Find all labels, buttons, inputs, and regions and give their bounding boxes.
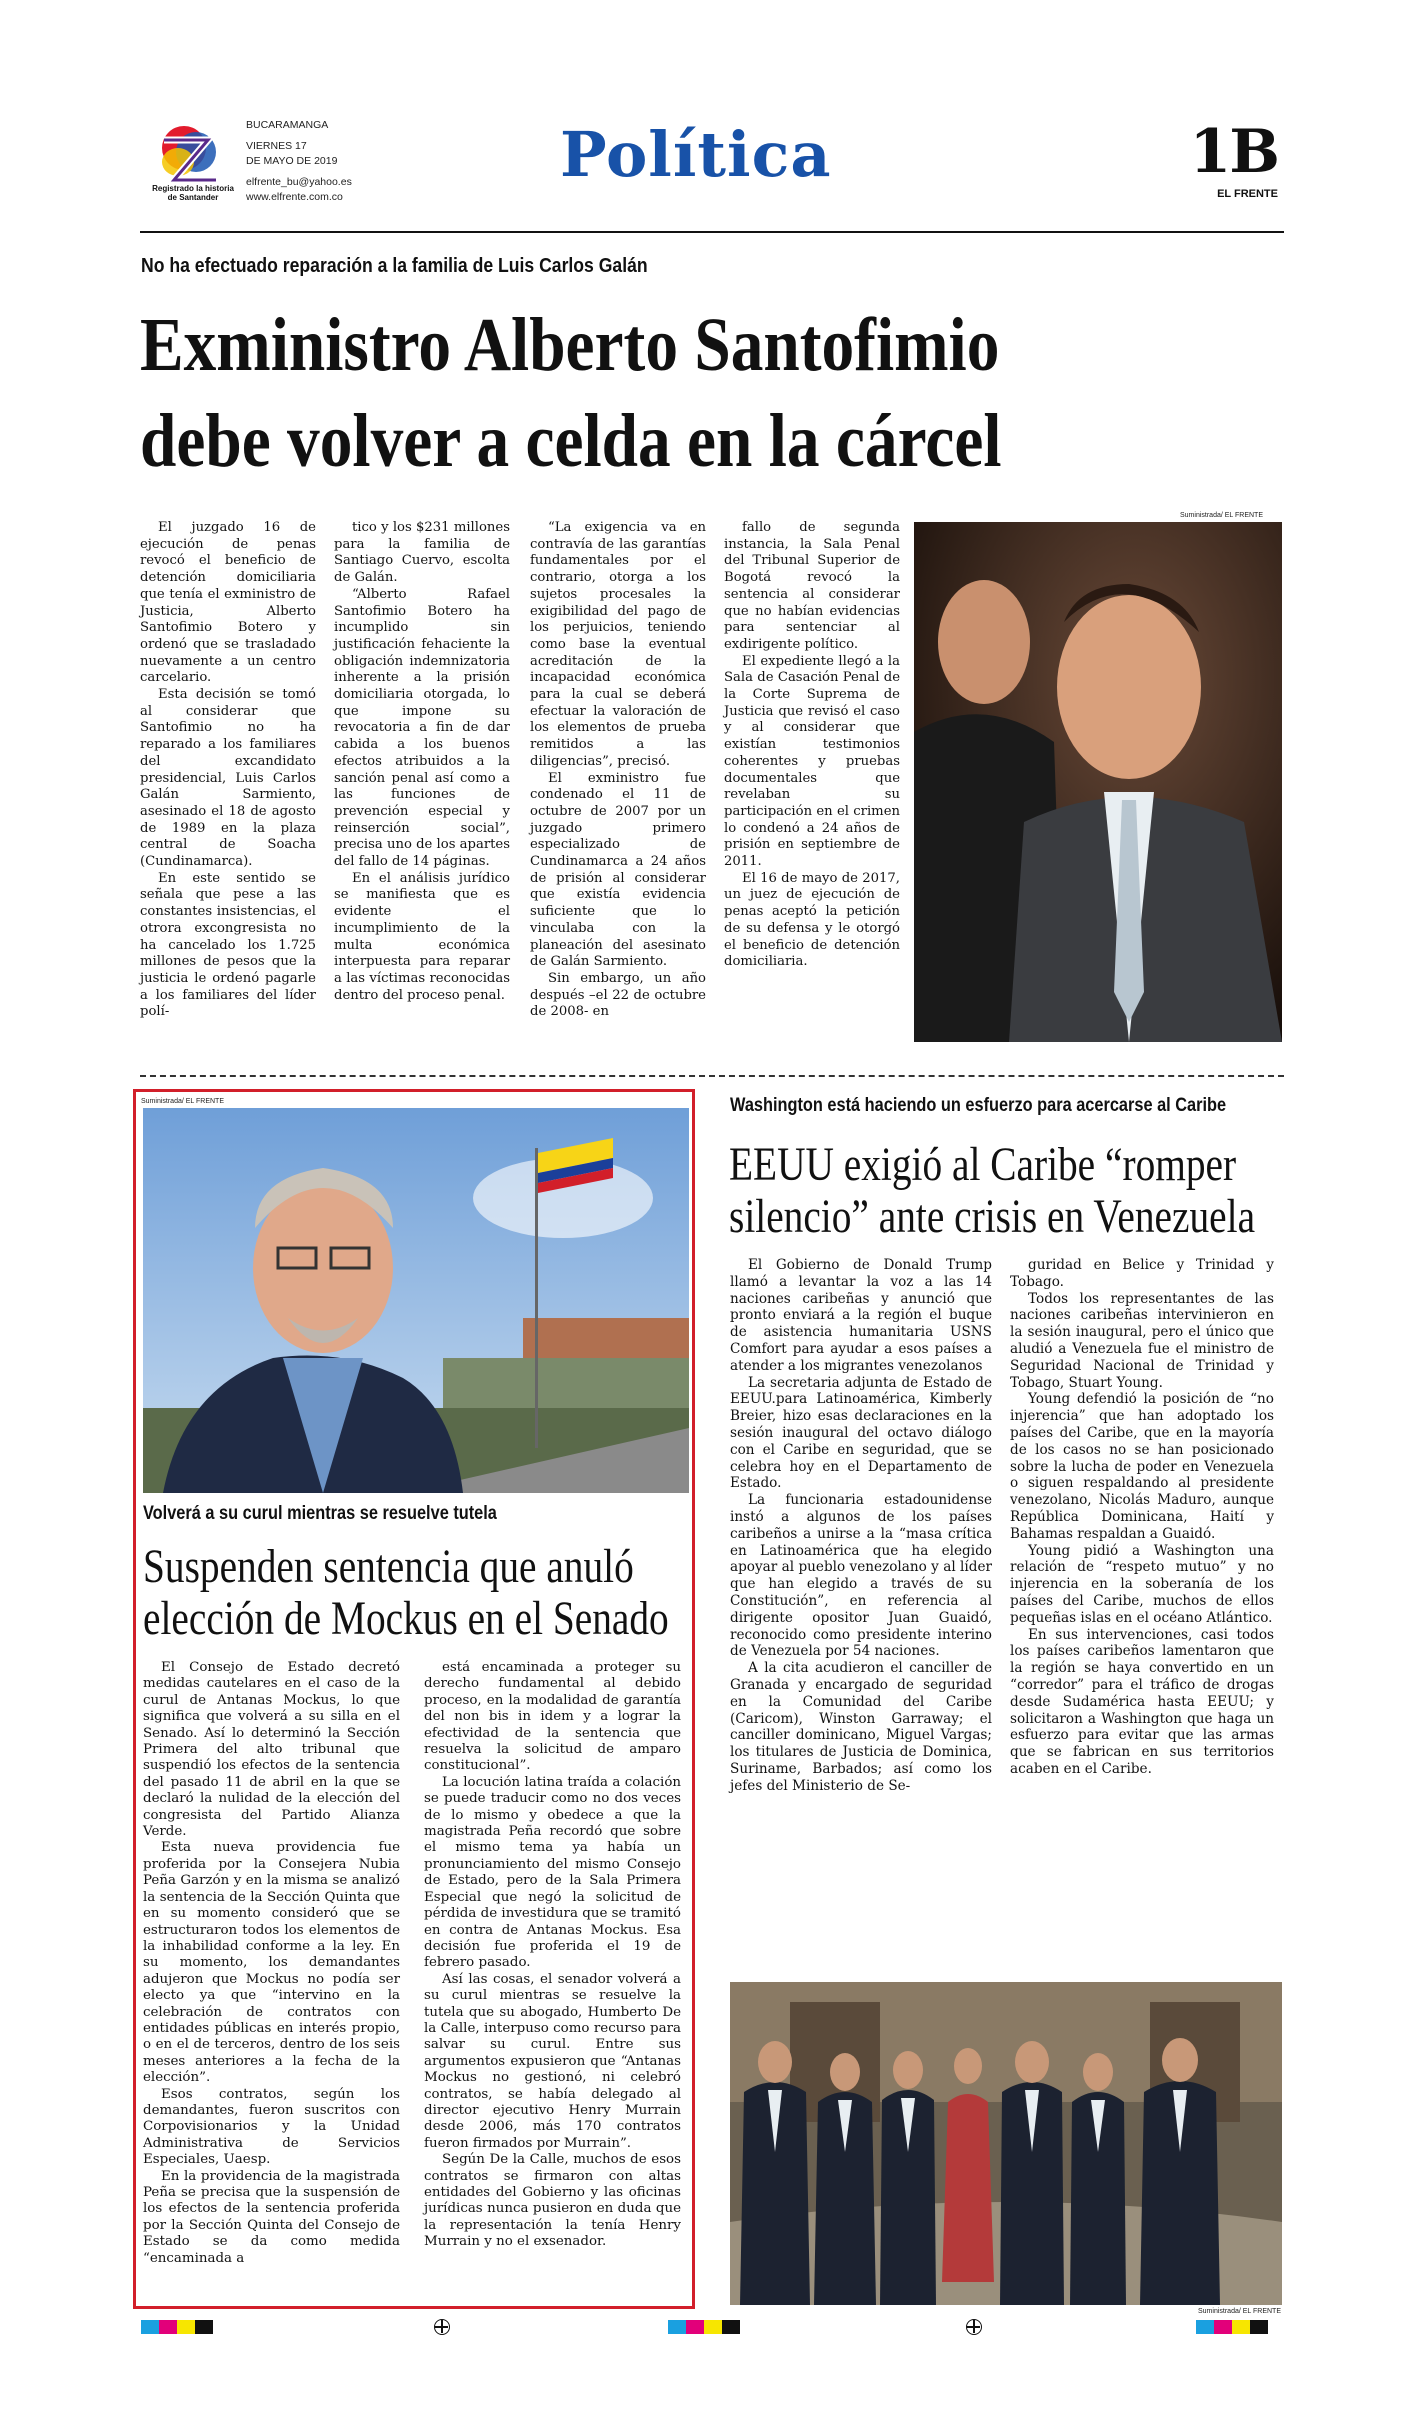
paragraph: El juzgado 16 de ejecución de penas revocó el beneficio de detención domiciliaria que tenía el exministro de Justicia, Alberto Santofimio Botero y ordenó que se trasladado nuevamente a un centro carcelario.: [140, 520, 316, 686]
color-bar-right: [1196, 2320, 1268, 2334]
page-number: 1B: [1189, 117, 1278, 187]
mockus-headline-line2: elección de Mockus en el Senado: [143, 1592, 669, 1645]
header-day: VIERNES 17: [246, 139, 307, 152]
paragraph: “La exigencia va en contravía de las garantías fundamentales por el contrario, otorga a los sujetos procesales la exigibilidad del pago de los perjuicios, teniendo como base la eventual acreditación de la incapacidad económica para la cual se deberá efectuar la valoración de los elementos de prueba remitidos a las diligencias”, precisó.: [530, 520, 706, 769]
header-rule: [140, 231, 1284, 233]
paragraph: En sus intervenciones, casi todos los países caribeños lamentaron que la región se haya convertido en un “corredor” para el tráfico de drogas desde Sudamérica hasta EEUU; y solicitaron a Washington que haga un esfuerzo para evitar que las armas que se fabrican en sus territorios acaben en el Caribe.: [1010, 1626, 1274, 1777]
main-kicker: No ha efectuado reparación a la familia de Luis Carlos Galán: [141, 255, 648, 277]
paragraph: El Gobierno de Donald Trump llamó a levantar la voz a las 14 naciones caribeñas y anunció que pronto enviará a la región el buque de asistencia humanitaria USNS Comfort para ayudar a esos países a atender a los migrantes venezolanos: [730, 1257, 992, 1374]
paragraph: El exministro fue condenado el 11 de octubre de 2007 por un juzgado primero especializado de Cundinamarca a 24 años de prisión al considerar que existía evidencia suficiente que lo vinculaba con la planeación del asesinato de Galán Sarmiento.: [530, 770, 706, 970]
caribe-kicker: Washington está haciendo un esfuerzo para acercarse al Caribe: [730, 1095, 1227, 1116]
paragraph: Así las cosas, el senador volverá a su curul mientras se resuelve la tutela que su abogado, Humberto De la Calle, interpuso como recurso para salvar su curul. Entre sus argumentos expusieron que “Antanas Mockus no gestionó, ni celebró contratos, se había delegado al director ejecutivo Henry Murrain desde 2006, más 170 contratos fueron firmados por Murrain”.: [424, 1971, 681, 2151]
paragraph: A la cita acudieron el canciller de Granada y encargado de seguridad en la Comunidad del Caribe (Caricom), Winston Garraway; el canciller dominicano, Miguel Vargas; los titulares de Justicia de Dominica, Suriname, Barbados; así como los jefes del Ministerio de Se-: [730, 1660, 992, 1794]
header-meta: [246, 118, 352, 206]
paragraph: El expediente llegó a la Sala de Casación Penal de la Corte Suprema de Justicia que revisó el caso y al considerar que existían testimonios coherentes y pruebas documentales que revelaban su participación en el crimen lo condenó a 24 años de prisión en septiembre de 2011.: [724, 653, 900, 870]
header-date: DE MAYO DE 2019: [246, 155, 338, 167]
main-headline-line1: Exministro Alberto Santofimio: [140, 303, 1000, 387]
color-bar-left: [141, 2320, 213, 2334]
paragraph: tico y los $231 millones para la familia de Santiago Cuervo, escolta de Galán.: [334, 520, 510, 586]
paragraph: Esta decisión se tomó al considerar que Santofimio no ha reparado a los familiares del excandidato presidencial, Luis Carlos Galán Sarmiento, asesinado el 18 de agosto de 1989 en la plaza central de Soacha (Cundinamarca).: [140, 687, 316, 870]
header-city: BUCARAMANGA: [246, 119, 329, 131]
main-photo: [914, 522, 1282, 1042]
caribe-column-2: [1010, 1257, 1274, 1778]
section-title: Política: [560, 118, 832, 191]
main-column-4: [724, 520, 900, 971]
header-website[interactable]: www.elfrente.com.co: [246, 191, 343, 203]
registration-mark-right: [966, 2319, 982, 2335]
paragraph: fallo de segunda instancia, la Sala Penal del Tribunal Superior de Bogotá revocó la sentencia al considerar que no habían evidencias para sentenciar al exdirigente político.: [724, 520, 900, 652]
paragraph: En este sentido se señala que pese a las constantes insistencias, el otrora excongresista no ha cancelado los 1.725 millones de pesos que la justicia le ordenó pagarle a los familiares del líder polí-: [140, 870, 316, 1020]
logo-caption: Registrado la historia de Santander: [152, 184, 234, 202]
main-column-1: [140, 520, 316, 1021]
mockus-photo: [143, 1108, 689, 1493]
paragraph: El Consejo de Estado decretó medidas cautelares en el caso de la curul de Antanas Mockus, lo que significa que volverá a su silla en el Senado. Así lo determinó la Sección Primera del alto tribunal que suspendió los efectos de la sentencia del pasado 11 de abril en la que se declaró la nulidad de la elección del congresista del Partido Alianza Verde.: [143, 1660, 400, 1840]
paragraph: Young defendió la posición de “no injerencia” que han adoptado los países del Caribe, que en la mayoría de los casos no se han posicionado sobre la lucha de poder en Venezuela o siguen respaldando al presidente venezolano, Nicolás Maduro, aunque República Dominicana, Haití y Bahamas respaldan a Guaidó.: [1010, 1391, 1274, 1542]
registration-mark-left: [434, 2319, 450, 2335]
newspaper-logo: [150, 118, 236, 218]
paragraph: guridad en Belice y Trinidad y Tobago.: [1010, 1257, 1274, 1290]
caribe-column-1: [730, 1257, 992, 1795]
mockus-column-2: [424, 1660, 681, 2251]
main-photo-credit: Suministrada/ EL FRENTE: [1180, 512, 1263, 519]
paragraph: Esta nueva providencia fue proferida por la Consejera Nubia Peña Garzón y en la misma se analizó la sentencia de la Sección Quinta que en su momento consideró que se estructuraron todos los elementos de la inhabilidad conforme a la ley. En su momento, los demandantes adujeron que Mockus no podía ser electo ya que “intervino en la celebración de contratos con entidades públicas en interés propio, o en el de terceros, dentro de los seis meses anteriores a la fecha de la elección”.: [143, 1840, 400, 2086]
paragraph: “Alberto Rafael Santofimio Botero ha incumplido sin justificación fehaciente la obligación indemnizatoria inherente a la prisión domiciliaria otorgada, lo que impone su revocatoria a fin de dar cabida a los buenos efectos atribuidos a la sanción penal así como a las funciones de prevención especial y reinserción social”, precisa uno de los apartes del fallo de 14 páginas.: [334, 586, 510, 870]
paragraph: En el análisis jurídico se manifiesta que es evidente el incumplimiento de la multa económica interpuesta para reparar a las víctimas reconocidas dentro del proceso penal.: [334, 870, 510, 1003]
paragraph: La funcionaria estadounidense instó a algunos de los países caribeños a unirse a la “masa crítica en Latinoamérica que ha elegido apoyar al pueblo venezolano y al líder que han elegido a través de su Constitución”, en referencia al dirigente opositor Juan Guaidó, reconocido como presidente interino de Venezuela por 54 naciones.: [730, 1492, 992, 1660]
mockus-kicker: Volverá a su curul mientras se resuelve tutela: [143, 1503, 497, 1524]
mockus-photo-credit: Suministrada/ EL FRENTE: [141, 1098, 224, 1105]
paper-name: EL FRENTE: [1217, 188, 1278, 200]
paragraph: Todos los representantes de las naciones caribeñas intervinieron en la sesión inaugural, pero el único que aludió a Venezuela fue el ministro de Seguridad Nacional de Trinidad y Tobago, Stuart Young.: [1010, 1290, 1274, 1391]
paragraph: Young pidió a Washington una relación de “respeto mutuo” y no injerencia en la soberanía de los países del Caribe, muchos de ellos pequeñas islas en el océano Atlántico.: [1010, 1542, 1274, 1626]
paragraph: La secretaria adjunta de Estado de EEUU.para Latinoamérica, Kimberly Breier, hizo esas declaraciones en la sesión inaugural del octavo diálogo con el Caribe en seguridad, que se celebra hoy en el Departamento de Estado.: [730, 1374, 992, 1492]
section-divider: [140, 1075, 1284, 1077]
paragraph: La locución latina traída a colación se puede traducir como no dos veces de lo mismo y obedece a que la magistrada Peña recordó que sobre el mismo tema ya había un pronunciamiento del mismo Consejo de Estado, pero de la Sala Primera Especial que negó la solicitud de pérdida de investidura que se tramitó en contra de Antanas Mockus. Esa decisión fue proferida el 19 de febrero pasado.: [424, 1774, 681, 1971]
paragraph: Sin embargo, un año después –el 22 de octubre de 2008- en: [530, 970, 706, 1020]
color-bar-center: [668, 2320, 740, 2334]
main-column-3: [530, 520, 706, 1021]
main-headline-line2: debe volver a celda en la cárcel: [140, 399, 1002, 483]
caribe-photo: [730, 1982, 1282, 2305]
paragraph: En la providencia de la magistrada Peña se precisa que la suspensión de los efectos de la sentencia proferida por la Sección Quinta del Consejo de Estado se da como medida “encaminada a: [143, 2168, 400, 2266]
paragraph: El 16 de mayo de 2017, un juez de ejecución de penas aceptó la petición de su defensa y le otorgó el beneficio de detención domiciliaria.: [724, 870, 900, 970]
mockus-headline-line1: Suspenden sentencia que anuló: [143, 1540, 634, 1593]
caribe-headline-line1: EEUU exigió al Caribe “romper: [729, 1138, 1237, 1191]
paragraph: Según De la Calle, muchos de esos contratos se firmaron con altas entidades del Gobierno y las oficinas jurídicas nunca pusieron en duda que la representación la tenía Henry Murrain y no el exsenador.: [424, 2152, 681, 2250]
header-email[interactable]: elfrente_bu@yahoo.es: [246, 175, 352, 188]
paragraph: Esos contratos, según los demandantes, fueron suscritos con Corpovisionarios y la Unidad Administrativa de Servicios Especiales, Uaesp.: [143, 2086, 400, 2168]
caribe-headline-line2: silencio” ante crisis en Venezuela: [729, 1190, 1256, 1243]
caribe-photo-credit: Suministrada/ EL FRENTE: [1198, 2308, 1281, 2315]
mockus-column-1: [143, 1660, 400, 2267]
paragraph: está encaminada a proteger su derecho fundamental al debido proceso, en la modalidad de garantía del non bis in idem y a lograr la efectividad de la sentencia que resuelva la solicitud de amparo constitucional”.: [424, 1660, 681, 1774]
main-column-2: [334, 520, 510, 1004]
